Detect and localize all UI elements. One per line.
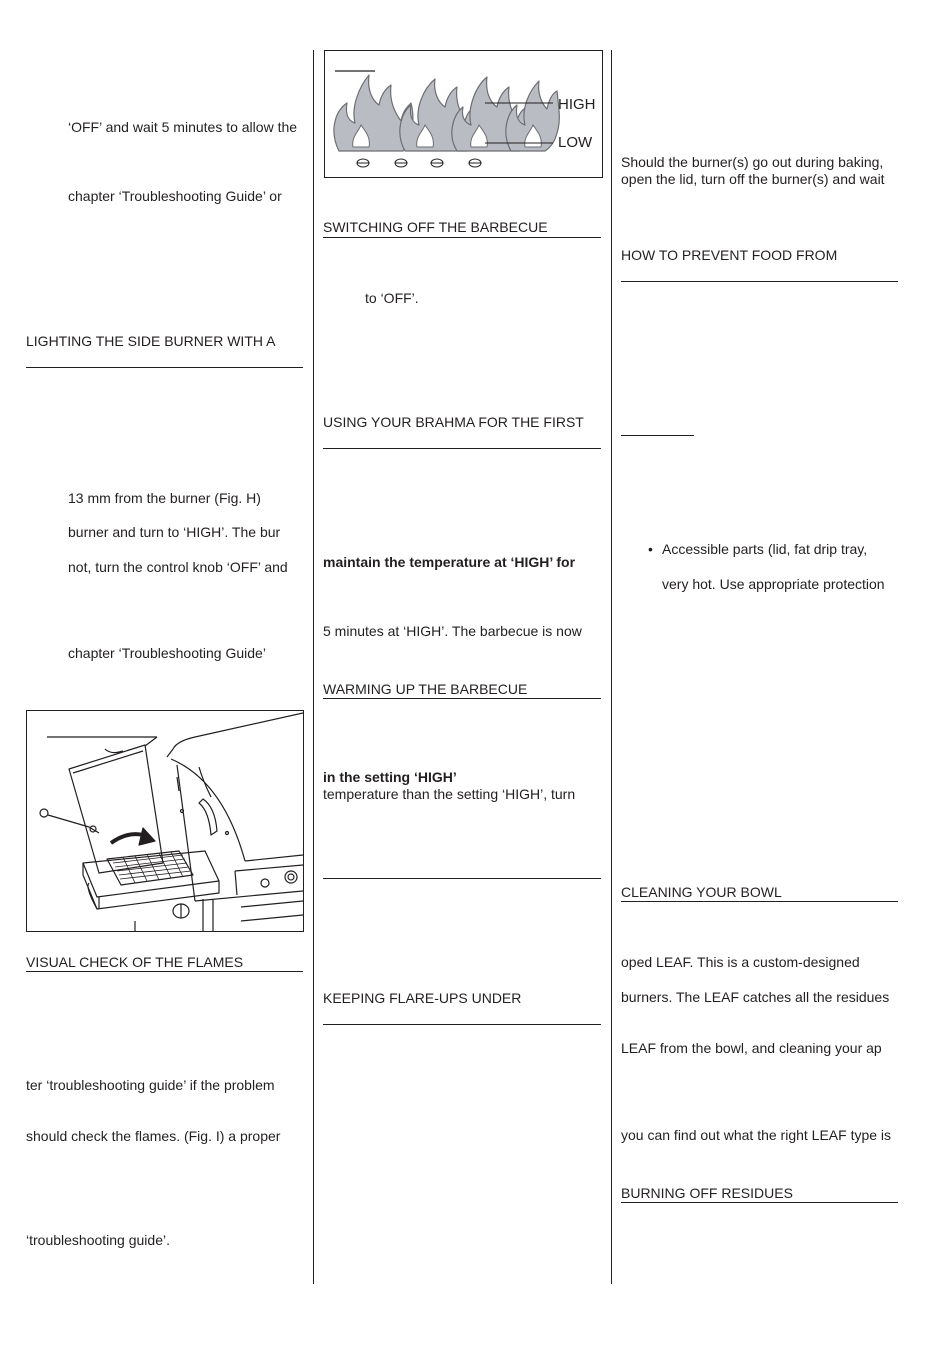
col3-text-3: Accessible parts (lid, fat drip tray, <box>662 541 868 557</box>
heading-rule <box>26 367 303 368</box>
heading-switching-off: SWITCHING OFF THE BARBECUE <box>323 219 548 235</box>
col2-text-1: to ‘OFF’. <box>365 290 419 306</box>
col2-text-2: maintain the temperature at ‘HIGH’ for <box>323 554 576 570</box>
col1-text-6: chapter ‘Troubleshooting Guide’ <box>68 645 266 661</box>
col2-text-4: in the setting ‘HIGH’ <box>323 769 457 785</box>
col1-text-8: should check the flames. (Fig. I) a proper <box>26 1128 281 1144</box>
heading-rule <box>323 237 601 238</box>
heading-burning-off: BURNING OFF RESIDUES <box>621 1185 793 1201</box>
heading-rule <box>26 971 303 972</box>
flame-diagram <box>325 51 601 176</box>
col3-text-5: oped LEAF. This is a custom-designed <box>621 954 860 970</box>
col1-text-7: ter ‘troubleshooting guide’ if the problem <box>26 1077 275 1093</box>
col1-text-4: burner and turn to ‘HIGH’. The bur <box>68 524 281 540</box>
heading-rule <box>621 1202 898 1203</box>
col1-text-3: 13 mm from the burner (Fig. H) <box>68 490 261 506</box>
flame-label-high: HIGH <box>558 96 596 113</box>
col3-text-1: Should the burner(s) go out during baking, <box>621 154 884 170</box>
short-rule <box>621 435 694 436</box>
heading-cleaning-bowl: CLEANING YOUR BOWL <box>621 884 782 900</box>
col2-text-5: temperature than the setting ‘HIGH’, turn <box>323 786 576 802</box>
col2-text-3: 5 minutes at ‘HIGH’. The barbecue is now <box>323 623 582 639</box>
col3-text-6: burners. The LEAF catches all the residues <box>621 989 890 1005</box>
col3-text-4: very hot. Use appropriate protection <box>662 576 885 592</box>
flame-label-low: LOW <box>558 134 593 151</box>
side-burner-illustration <box>27 711 304 932</box>
col1-text-2: chapter ‘Troubleshooting Guide’ or <box>68 188 282 204</box>
heading-keeping-flare-ups: KEEPING FLARE-UPS UNDER <box>323 990 522 1006</box>
col3-text-8: you can find out what the right LEAF type is <box>621 1127 892 1143</box>
column-divider-right <box>611 50 612 1284</box>
heading-rule <box>621 281 898 282</box>
bullet-dot: • <box>648 541 653 557</box>
col1-text-1: ‘OFF’ and wait 5 minutes to allow the <box>68 119 298 135</box>
flame-figure <box>324 50 603 178</box>
col3-text-7: LEAF from the bowl, and cleaning your ap <box>621 1040 882 1056</box>
column-divider-left <box>313 50 314 1284</box>
side-burner-figure <box>26 710 304 932</box>
heading-rule <box>323 1024 601 1025</box>
heading-visual-check: VISUAL CHECK OF THE FLAMES <box>26 954 244 970</box>
heading-prevent-food: HOW TO PREVENT FOOD FROM <box>621 247 838 263</box>
heading-using-first-time: USING YOUR BRAHMA FOR THE FIRST <box>323 414 584 430</box>
heading-rule <box>323 698 601 699</box>
heading-rule <box>323 448 601 449</box>
heading-rule <box>621 901 898 902</box>
section-rule <box>323 878 601 879</box>
col1-text-5: not, turn the control knob ‘OFF’ and <box>68 559 288 575</box>
heading-warming-up: WARMING UP THE BARBECUE <box>323 681 528 697</box>
col3-text-2: open the lid, turn off the burner(s) and wait <box>621 171 885 187</box>
col1-text-9: ‘troubleshooting guide’. <box>26 1232 170 1248</box>
heading-lighting-side-burner: LIGHTING THE SIDE BURNER WITH A <box>26 333 276 349</box>
